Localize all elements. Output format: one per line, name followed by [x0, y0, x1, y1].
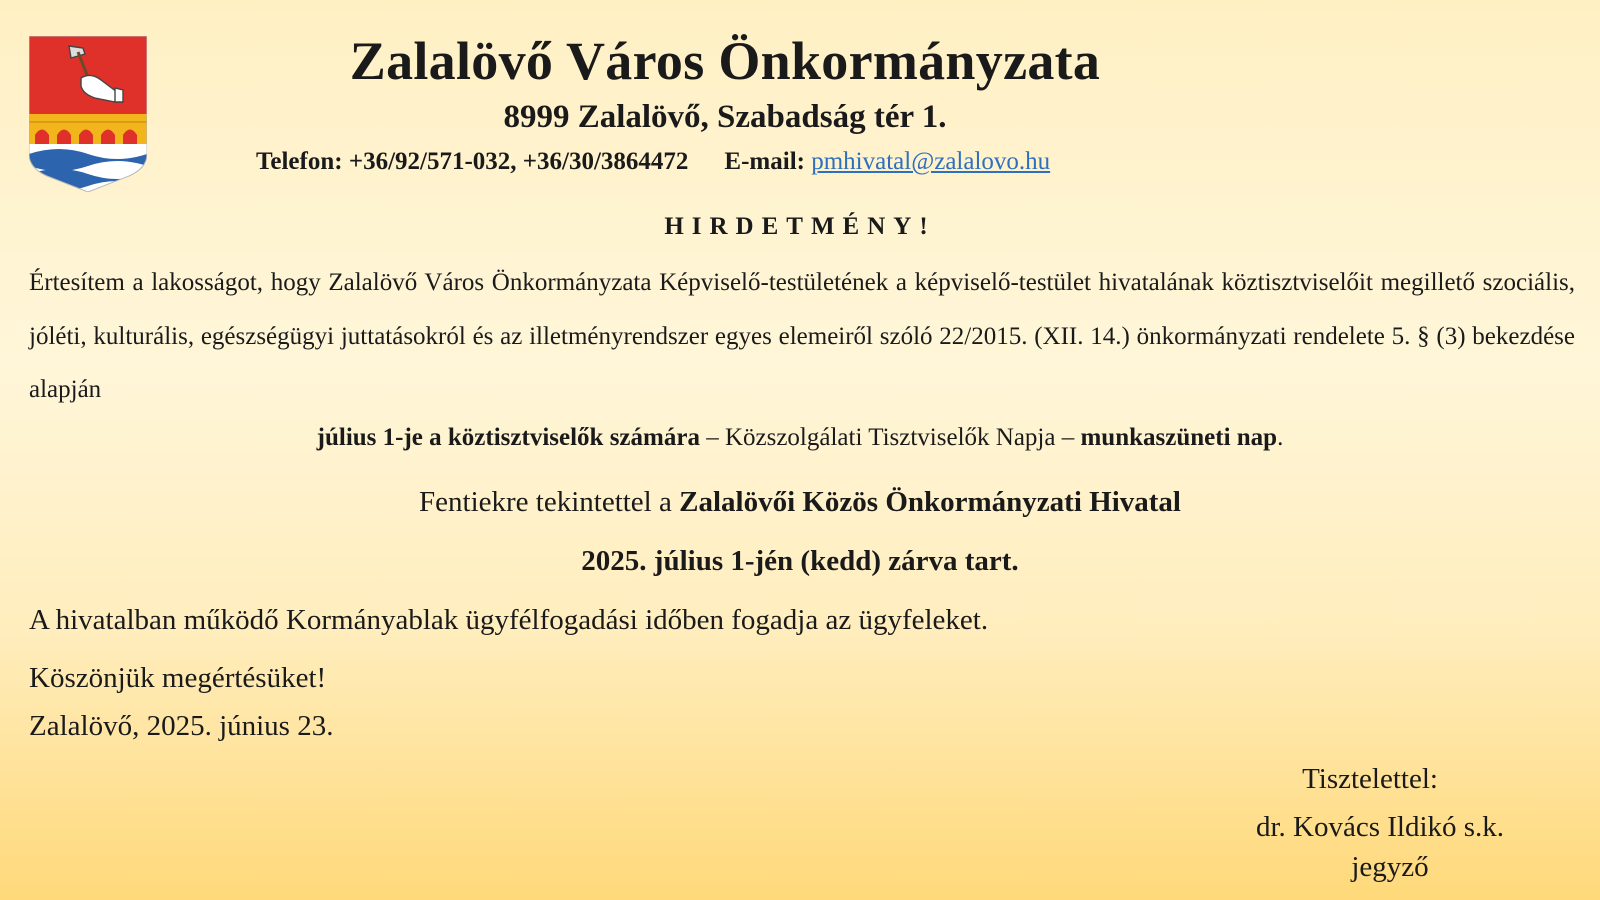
notice-intro-paragraph: Értesítem a lakosságot, hogy Zalalövő Város Önkormányzata Képviselő-testületének a képviselő-testület hivatalának köztisztviselőit megillető szociális, jóléti, kulturális, egészségügyi juttatásokról és az illetményrendszer egyes elemeiről szóló 22/2015. (XII. 14.) önkormányzati rendelete 5. § (3) bekezdése alapján [29, 269, 1575, 403]
signature-name: dr. Kovács Ildikó s.k. [1255, 811, 1505, 843]
holiday-period: . [1277, 424, 1284, 451]
email-label: E-mail: [724, 148, 805, 175]
office-prefix: Fentiekre tekintettel a [419, 486, 680, 518]
organization-name: Zalalövő Város Önkormányzata [349, 31, 1101, 91]
notice-title: HIRDETMÉNY! [664, 213, 936, 240]
holiday-name: – Közszolgálati Tisztviselők Napja – [699, 424, 1081, 451]
coat-of-arms-icon [29, 36, 147, 192]
office-name: Zalalövői Közös Önkormányzati Hivatal [679, 486, 1181, 518]
letterhead [150, 26, 1300, 138]
office-line [0, 482, 1600, 522]
phone-text: Telefon: +36/92/571-032, +36/30/3864472 [256, 148, 689, 175]
thanks-line: Köszönjük megértésüket! [29, 662, 327, 694]
holiday-subject: július 1-je a köztisztviselők számára [316, 424, 700, 451]
holiday-line [0, 420, 1600, 456]
contact-line [256, 145, 1050, 179]
date-place-line: Zalalövő, 2025. június 23. [29, 710, 334, 742]
kormanyablak-line: A hivatalban működő Kormányablak ügyfélfogadási időben fogadja az ügyfeleket. [29, 604, 989, 636]
signature-role: jegyző [1351, 851, 1429, 883]
organization-address: 8999 Zalalövő, Szabadság tér 1. [503, 99, 947, 135]
signature-regards: Tisztelettel: [1302, 763, 1438, 795]
holiday-status: munkaszüneti nap [1080, 424, 1278, 451]
closed-line: 2025. július 1-jén (kedd) zárva tart. [581, 545, 1019, 577]
email-link[interactable]: pmhivatal@zalalovo.hu [811, 148, 1051, 175]
